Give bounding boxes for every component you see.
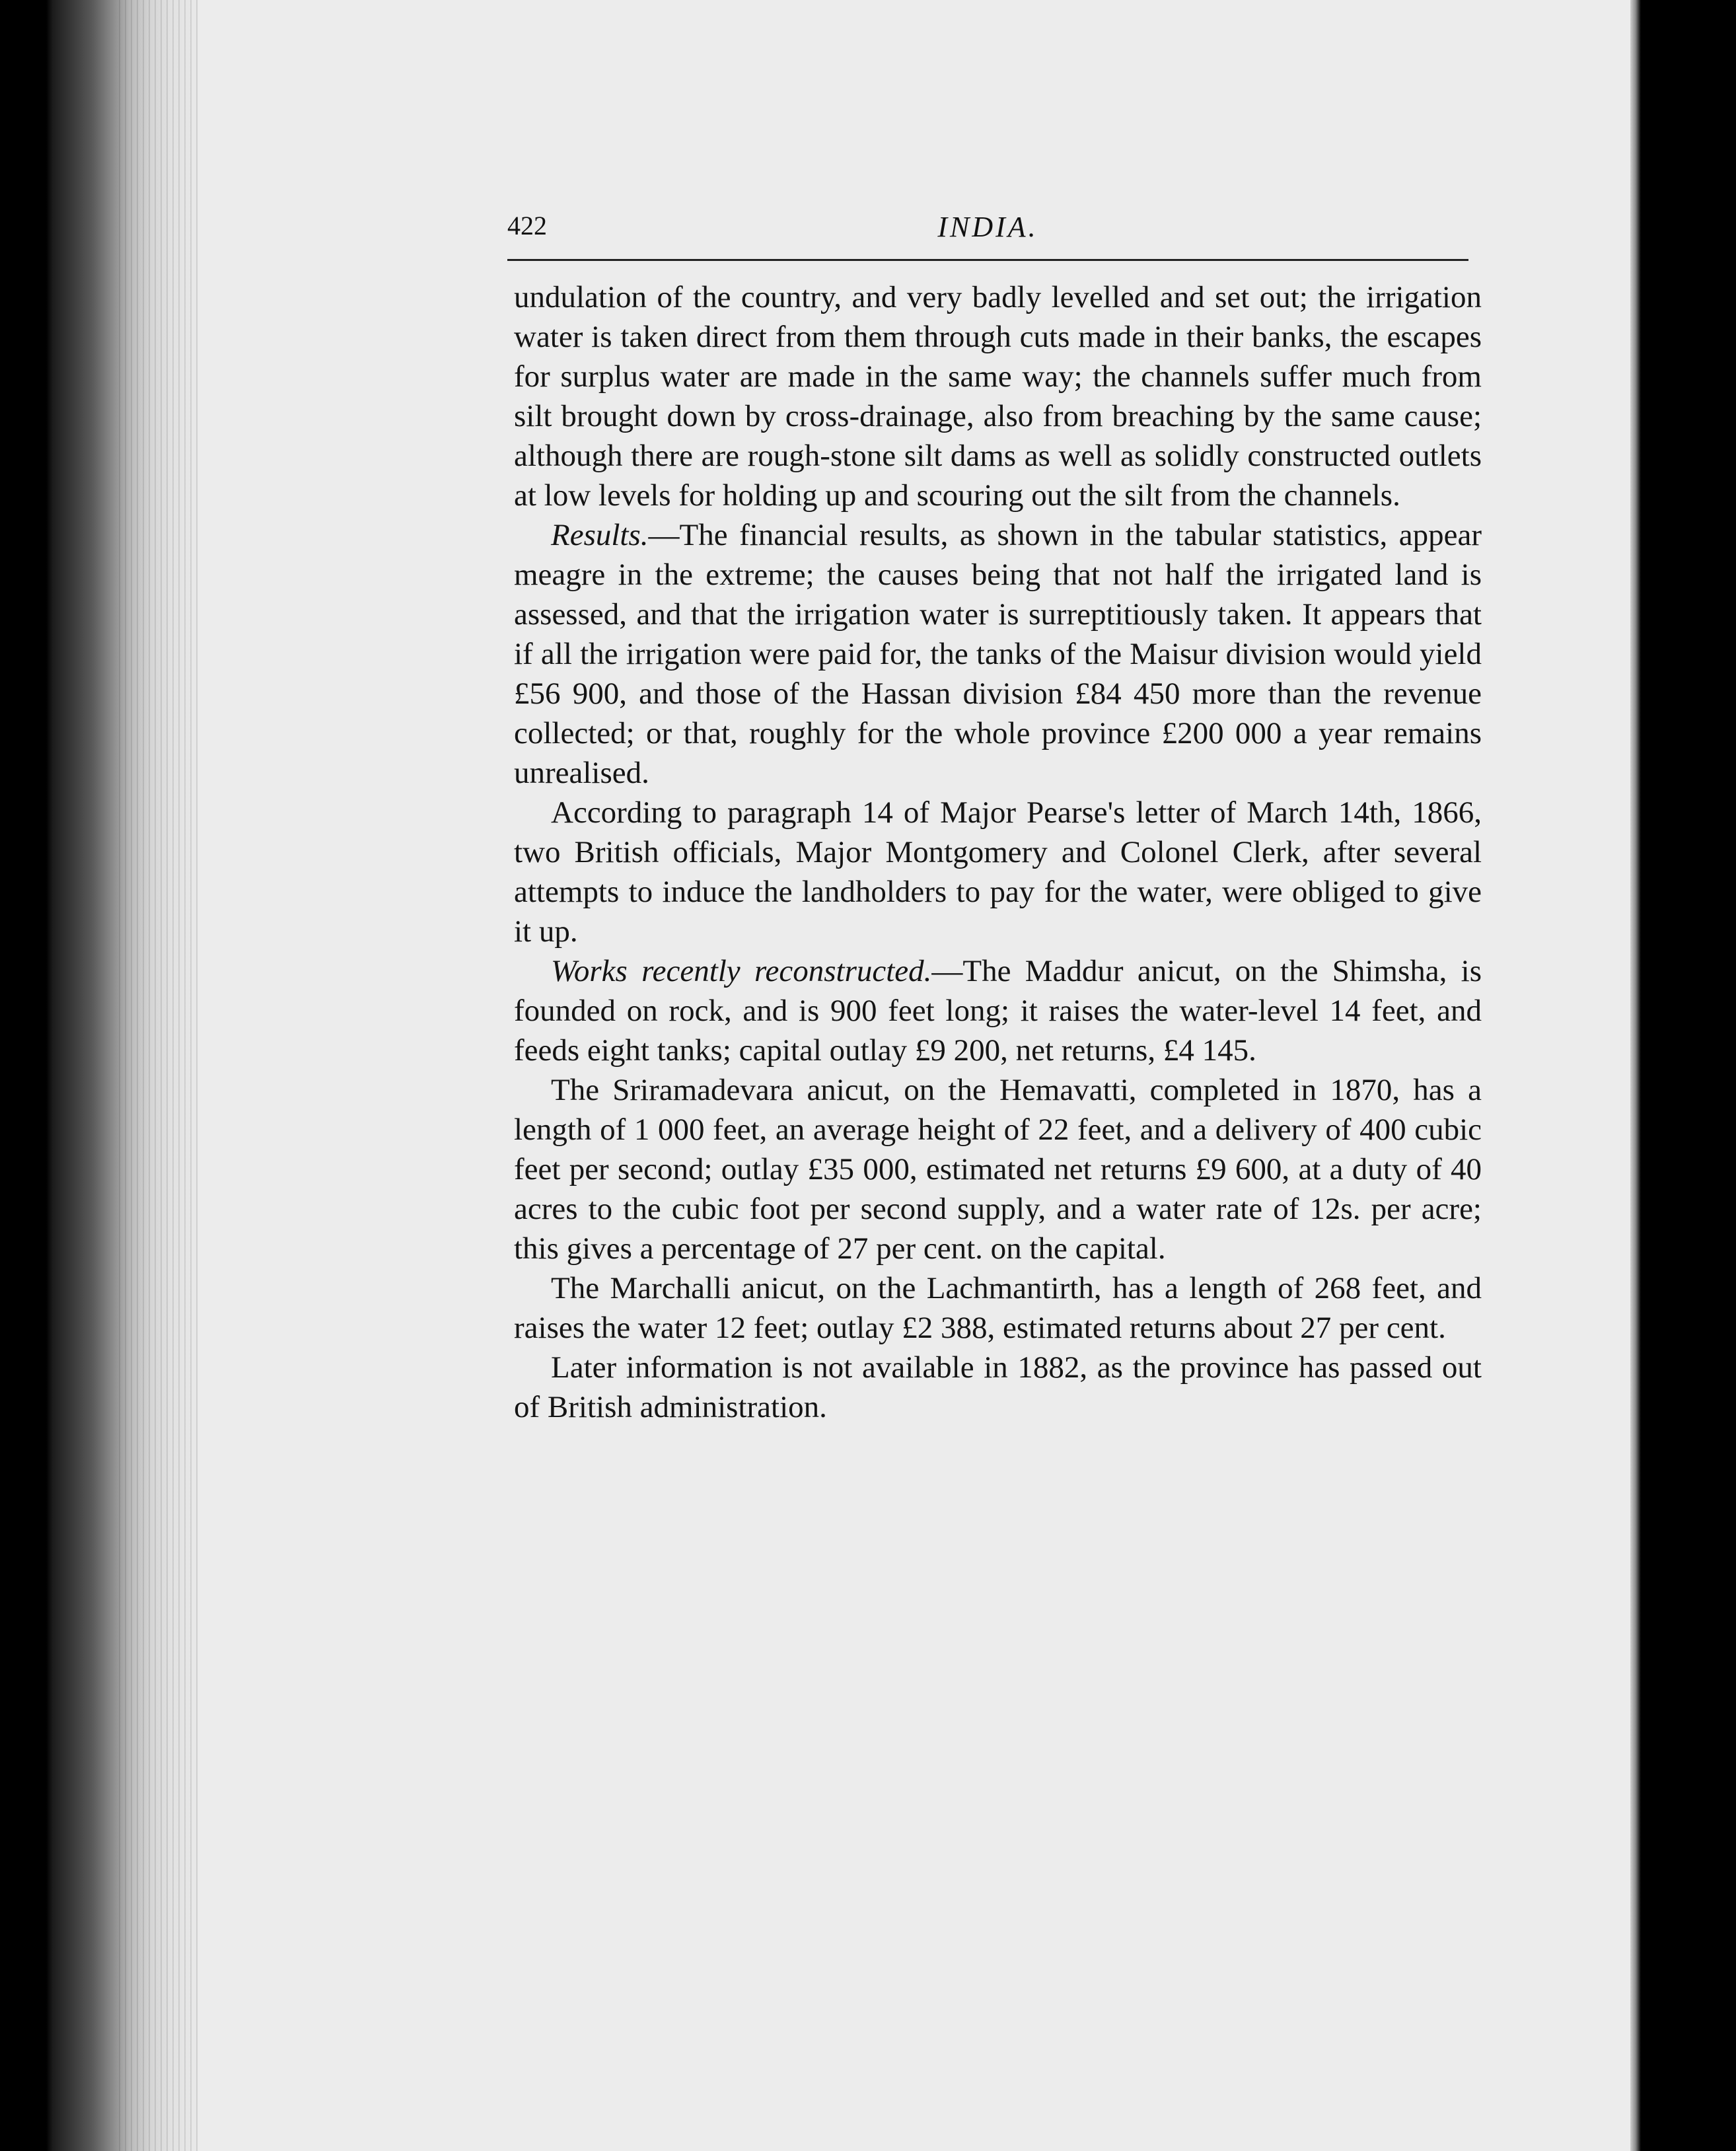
paragraph-marchalli: [514, 1268, 1482, 1348]
header-rule: [507, 259, 1468, 261]
page-number: 422: [507, 211, 547, 240]
body-text: [514, 277, 1482, 1427]
paragraph-works-reconstructed: [514, 951, 1482, 1070]
paragraph-text: The Marchalli anicut, on the Lachmantirth, has a length of 268 feet, and raises the water 12 feet; outlay £2 388, estimated returns about 27 per cent.: [514, 1271, 1482, 1345]
paragraph-pearse-letter: [514, 793, 1482, 951]
page-header: [507, 210, 1468, 250]
paragraph-text: —The financial results, as shown in the tabular statistics, appear meagre in the extreme; the causes being that not half the irrigated land is assessed, and that the irrigation water is surreptitiously taken. It appears that if all the irrigation were paid for, the tanks of the Maisur division would yield £56 900, and those of the Hassan division £84 450 more than the revenue collected; or that, roughly for the whole province £200 000 a year remains unrealised.: [514, 518, 1482, 790]
paragraph-text: —The Maddur anicut, on the Shimsha, is founded on rock, and is 900 feet long; it raises the water-level 14 feet, and feeds eight tanks; capital outlay £9 200, net returns, £4 145.: [514, 954, 1482, 1068]
paragraph-results: [514, 515, 1482, 793]
scan-right-border: [1630, 0, 1736, 2151]
paragraph-sriramadevara: [514, 1070, 1482, 1268]
paragraph-text: The Sriramadevara anicut, on the Hemavatti, completed in 1870, has a length of 1 000 feet, an average height of 22 feet, and a delivery of 400 cubic feet per second; outlay £35 000, estimated net returns £9 600, at a duty of 40 acres to the cubic foot per second supply, and a water rate of 12s. per acre; this gives a percentage of 27 per cent. on the capital.: [514, 1073, 1482, 1266]
running-head: INDIA.: [937, 211, 1038, 243]
paragraph-text: According to paragraph 14 of Major Pearse's letter of March 14th, 1866, two British officials, Major Montgomery and Colonel Clerk, after several attempts to induce the landholders to pay for the water, were obliged to give it up.: [514, 795, 1482, 949]
paragraph-text: undulation of the country, and very badly levelled and set out; the irrigation water is taken direct from them through cuts made in their banks, the escapes for surplus water are made in the same way; the channels suffer much from silt brought down by cross-drainage, also from breaching by the same cause; although there are rough-stone silt dams as well as solidly constructed outlets at low levels for holding up and scouring out the silt from the channels.: [514, 280, 1482, 513]
paragraph-text: Later information is not available in 1882, as the province has passed out of British administration.: [514, 1350, 1482, 1424]
paragraph-continued: [514, 277, 1482, 515]
section-heading-results: Results.: [551, 518, 649, 552]
paragraph-later-information: [514, 1348, 1482, 1427]
section-heading-works: Works recently reconstructed.: [551, 954, 932, 988]
